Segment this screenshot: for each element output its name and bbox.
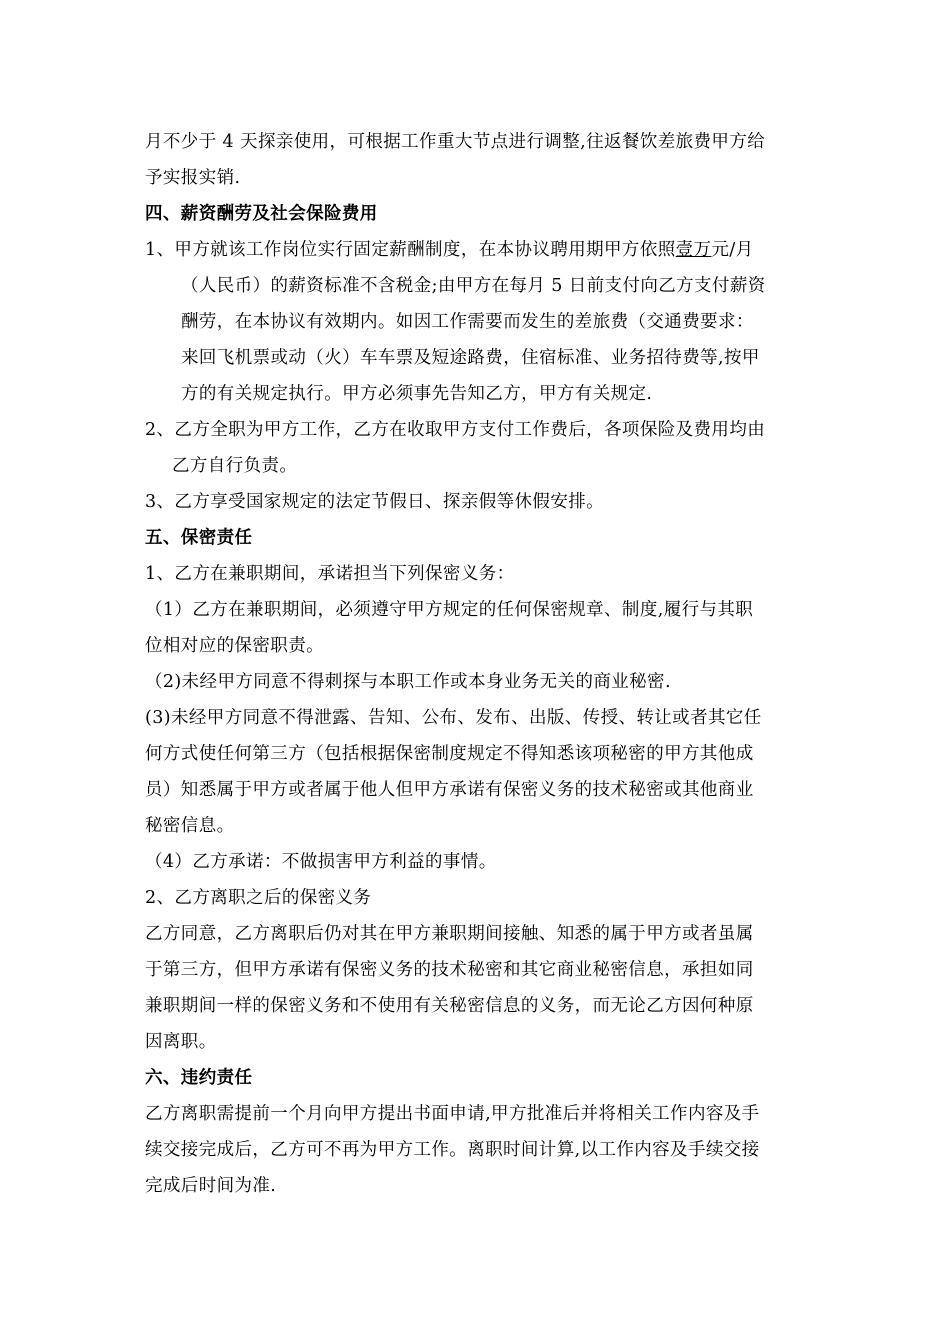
text-line: 兼职期间一样的保密义务和不使用有关秘密信息的义务，而无论乙方因何种原: [145, 996, 754, 1016]
section-heading-breach: 六、违约责任: [145, 1068, 253, 1088]
text-line: 方的有关规定执行。甲方必须事先告知乙方，甲方有关规定.: [181, 384, 653, 404]
text-line: 予实报实销.: [145, 168, 241, 188]
text-line: 因离职。: [145, 1032, 217, 1052]
text-line: 乙方同意，乙方离职后仍对其在甲方兼职期间接触、知悉的属于甲方或者虽属: [145, 924, 754, 944]
text-line: 乙方离职需提前一个月向甲方提出书面申请,甲方批准后并将相关工作内容及手: [145, 1104, 760, 1124]
text-segment: 元/月: [711, 240, 754, 260]
text-line: 月不少于 4 天探亲使用，可根据工作重大节点进行调整,往返餐饮差旅费甲方给: [145, 132, 766, 152]
text-line: 乙方自行负责。: [172, 456, 298, 476]
salary-amount: 壹万: [675, 240, 712, 260]
section-heading-salary: 四、薪资酬劳及社会保险费用: [145, 204, 378, 224]
text-line: (3)未经甲方同意不得泄露、告知、公布、发布、出版、传授、转让或者其它任: [145, 708, 762, 728]
text-line: 2、乙方离职之后的保密义务: [145, 888, 372, 908]
section-heading-confidentiality: 五、保密责任: [145, 528, 253, 548]
text-line: 续交接完成后，乙方可不再为甲方工作。离职时间计算,以工作内容及手续交接: [145, 1140, 760, 1160]
text-line: 3、乙方享受国家规定的法定节假日、探亲假等休假安排。: [145, 492, 605, 512]
text-line: （人民币）的薪资标准不含税金;由甲方在每月 5 日前支付向乙方支付薪资: [181, 276, 766, 296]
text-line: [145, 232, 825, 268]
text-line: 酬劳，在本协议有效期内。如因工作需要而发生的差旅费（交通费要求：: [181, 312, 754, 332]
text-line: 完成后时间为准.: [145, 1176, 277, 1196]
text-line: 1、乙方在兼职期间，承诺担当下列保密义务：: [145, 564, 515, 584]
text-segment: 1、甲方就该工作岗位实行固定薪酬制度，在本协议聘用期甲方依照: [145, 240, 676, 260]
text-line: 员）知悉属于甲方或者属于他人但甲方承诺有保密义务的技术秘密或其他商业: [145, 780, 754, 800]
text-line: （1）乙方在兼职期间，必须遵守甲方规定的任何保密规章、制度,履行与其职: [145, 600, 754, 620]
text-line: 2、乙方全职为甲方工作，乙方在收取甲方支付工作费后，各项保险及费用均由: [145, 420, 766, 440]
text-line: 来回飞机票或动（火）车车票及短途路费，住宿标准、业务招待费等,按甲: [181, 348, 760, 368]
text-line: （2)未经甲方同意不得刺探与本职工作或本身业务无关的商业秘密.: [145, 672, 671, 692]
text-line: 秘密信息。: [145, 816, 235, 836]
text-line: （4）乙方承诺：不做损害甲方利益的事情。: [145, 852, 497, 872]
text-line: 于第三方，但甲方承诺有保密义务的技术秘密和其它商业秘密信息，承担如同: [145, 960, 754, 980]
text-line: 位相对应的保密职责。: [145, 636, 324, 656]
text-line: 何方式使任何第三方（包括根据保密制度规定不得知悉该项秘密的甲方其他成: [145, 744, 754, 764]
